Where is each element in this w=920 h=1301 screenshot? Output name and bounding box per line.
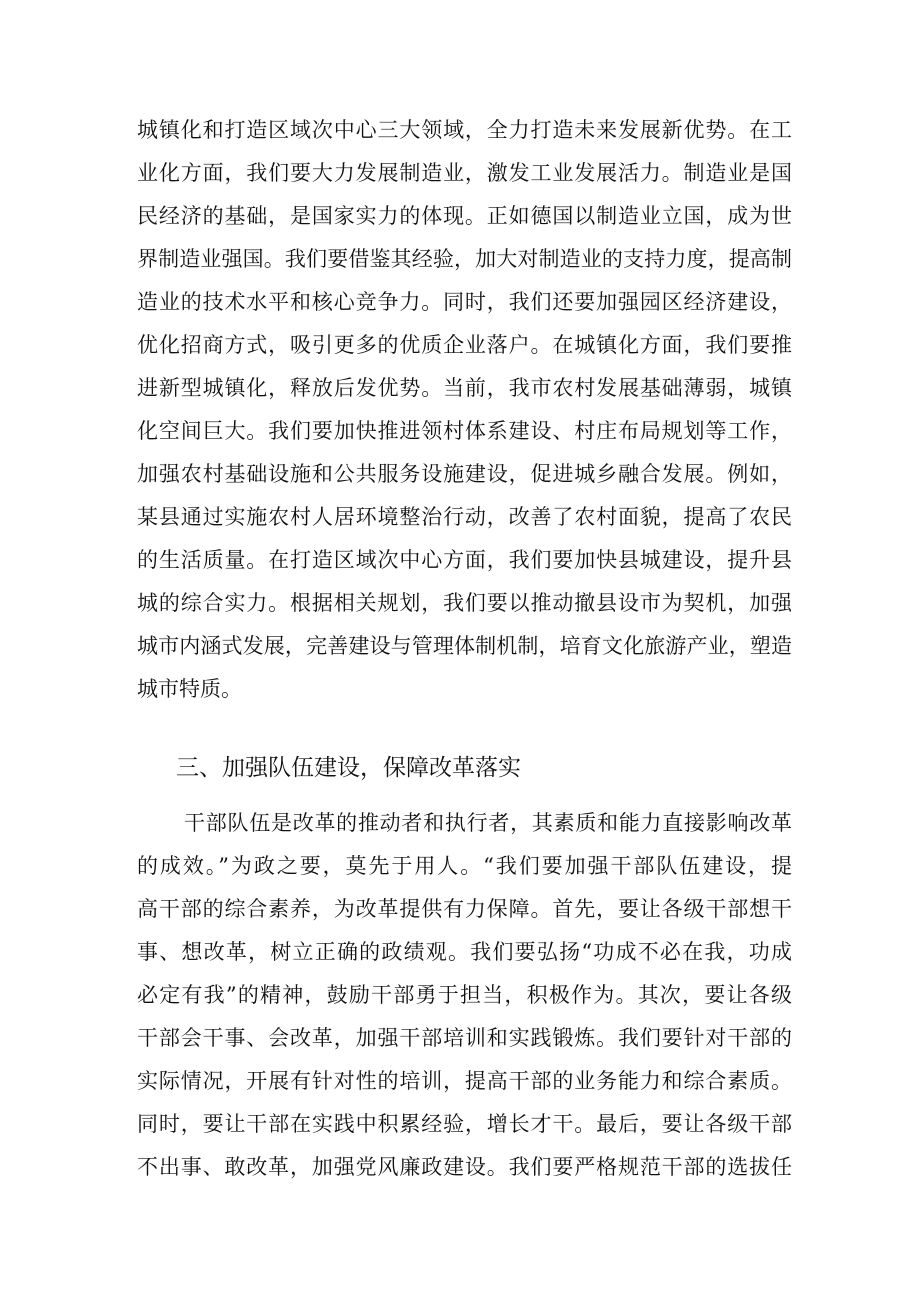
paragraph-2-line-7: 实际情况，开展有针对性的培训，提高干部的业务能力和综合素质。	[137, 1069, 792, 1093]
paragraph-1-line-12: 城的综合实力。根据相关规划，我们要以推动撤县设市为契机，加强	[137, 591, 792, 615]
paragraph-2-line-1: 干部队伍是改革的推动者和执行者，其素质和能力直接影响改革	[184, 811, 792, 835]
paragraph-2-line-3: 高干部的综合素养，为改革提供有力保障。首先，要让各级干部想干	[137, 897, 792, 921]
paragraph-1-line-11: 的生活质量。在打造区域次中心方面，我们要加快县城建设，提升县	[137, 548, 792, 572]
paragraph-2-line-4: 事、想改革，树立正确的政绩观。我们要弘扬“功成不必在我，功成	[137, 940, 792, 964]
paragraph-1-line-14: 城市特质。	[137, 677, 242, 701]
paragraph-1-line-3: 民经济的基础，是国家实力的体现。正如德国以制造业立国，成为世	[137, 204, 792, 228]
paragraph-1-line-8: 化空间巨大。我们要加快推进领村体系建设、村庄布局规划等工作，	[137, 419, 792, 443]
paragraph-1-line-6: 优化招商方式，吸引更多的优质企业落户。在城镇化方面，我们要推	[137, 333, 792, 357]
paragraph-1-line-1: 城镇化和打造区域次中心三大领域，全力打造未来发展新优势。在工	[137, 118, 792, 142]
paragraph-2-line-9: 不出事、敢改革，加强党风廉政建设。我们要严格规范干部的选拔任	[137, 1155, 792, 1179]
paragraph-2-line-6: 干部会干事、会改革，加强干部培训和实践锻炼。我们要针对干部的	[137, 1026, 792, 1050]
paragraph-1-line-5: 造业的技术水平和核心竞争力。同时，我们还要加强园区经济建设，	[137, 290, 792, 314]
paragraph-1-line-10: 某县通过实施农村人居环境整治行动，改善了农村面貌，提高了农民	[137, 505, 792, 529]
paragraph-1-line-2: 业化方面，我们要大力发展制造业，激发工业发展活力。制造业是国	[137, 161, 792, 185]
paragraph-1-line-9: 加强农村基础设施和公共服务设施建设，促进城乡融合发展。例如，	[137, 462, 792, 486]
paragraph-2-line-8: 同时，要让干部在实践中积累经验，增长才干。最后，要让各级干部	[137, 1112, 792, 1136]
paragraph-1-line-13: 城市内涵式发展，完善建设与管理体制机制，培育文化旅游产业，塑造	[137, 634, 792, 658]
paragraph-1-line-4: 界制造业强国。我们要借鉴其经验，加大对制造业的支持力度，提高制	[137, 247, 792, 271]
paragraph-2-line-2: 的成效。”为政之要，莫先于用人。“我们要加强干部队伍建设，提	[137, 854, 792, 878]
section-heading: 三、加强队伍建设，保障改革落实	[176, 755, 521, 781]
paragraph-2-line-5: 必定有我”的精神，鼓励干部勇于担当，积极作为。其次，要让各级	[137, 983, 792, 1007]
paragraph-1-line-7: 进新型城镇化，释放后发优势。当前，我市农村发展基础薄弱，城镇	[137, 376, 792, 400]
